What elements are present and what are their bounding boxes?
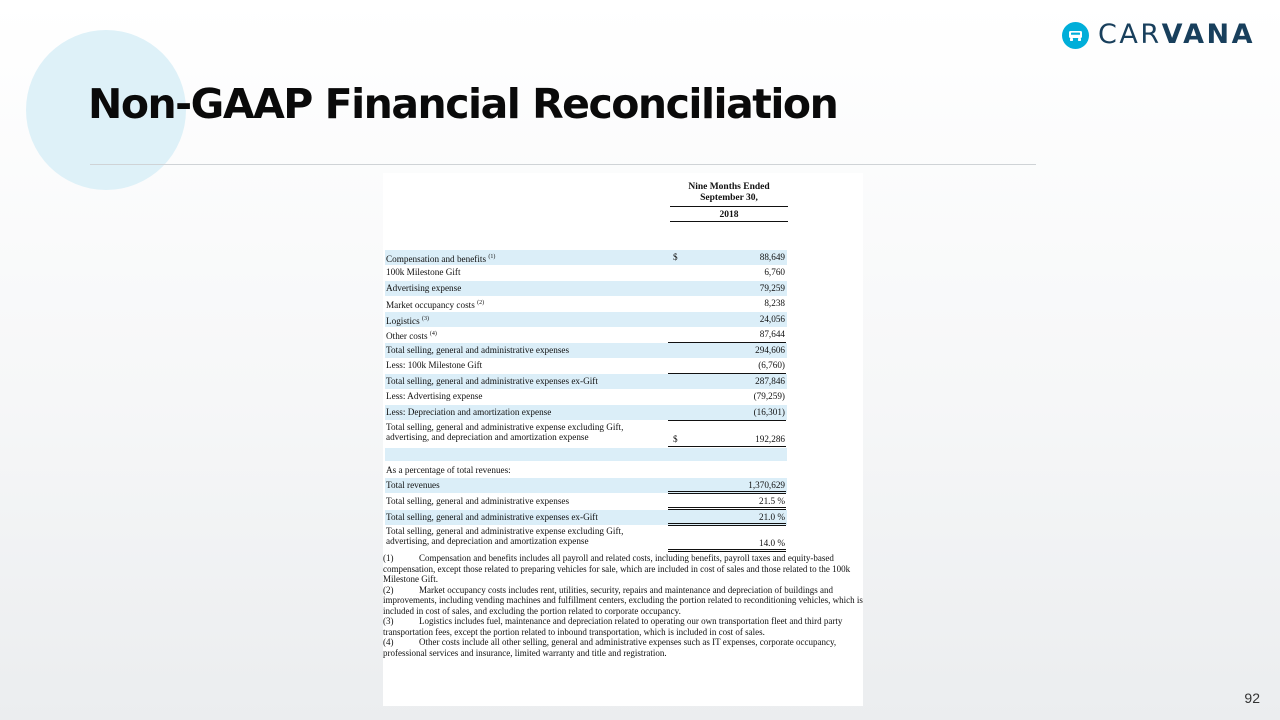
footnote-ref: (4) bbox=[429, 331, 437, 337]
section-label-row bbox=[385, 463, 787, 478]
column-header-year: 2018 bbox=[719, 210, 739, 220]
total-double-underline bbox=[668, 446, 786, 447]
column-header-line2: September 30, bbox=[700, 193, 758, 203]
row-value: 294,606 bbox=[755, 345, 785, 355]
footnote-ref: (3) bbox=[421, 316, 429, 322]
title-divider bbox=[90, 164, 1036, 165]
footnote-text: Compensation and benefits includes all payroll and related costs, including benefits, payroll taxes and equity-based compensation, except those related to preparing vehicles for sale, which are included in cost of sales and those related to the 100k Milestone Gift. bbox=[383, 553, 851, 584]
table-row bbox=[385, 389, 787, 404]
row-value: 88,649 bbox=[759, 252, 785, 262]
row-label: Total selling, general and administrative expenses bbox=[386, 345, 570, 355]
footnote-number: (4) bbox=[383, 637, 394, 647]
dollar-sign: $ bbox=[673, 434, 678, 444]
row-value: 287,846 bbox=[755, 376, 785, 386]
footnote bbox=[383, 616, 863, 637]
table-row bbox=[385, 343, 787, 358]
row-label: Total selling, general and administrative expenses bbox=[386, 496, 570, 506]
subtotal-underline bbox=[668, 420, 786, 421]
row-label: Total selling, general and administrative expense excluding Gift, advertising, and depreciation and amortization expense bbox=[386, 422, 624, 442]
row-value: 192,286 bbox=[755, 434, 785, 444]
table-row bbox=[385, 374, 787, 389]
footnote-ref: (1) bbox=[488, 254, 496, 260]
row-value: 87,644 bbox=[759, 329, 785, 339]
header-underline bbox=[670, 206, 788, 207]
row-label: Compensation and benefits bbox=[386, 254, 487, 265]
footnote-ref: (2) bbox=[477, 300, 485, 306]
table-row bbox=[385, 358, 787, 373]
logo-wordmark-vana: VANA bbox=[1161, 19, 1256, 50]
table-row bbox=[385, 526, 787, 550]
dollar-sign: $ bbox=[673, 252, 678, 262]
car-icon bbox=[1062, 22, 1089, 49]
row-label: Total revenues bbox=[386, 480, 440, 490]
row-label: Less: Depreciation and amortization expense bbox=[386, 407, 552, 417]
total-double-underline bbox=[668, 491, 786, 492]
row-value: (16,301) bbox=[753, 407, 785, 417]
pct-section-label: As a percentage of total revenues: bbox=[386, 465, 511, 475]
column-header-line1: Nine Months Ended bbox=[688, 182, 770, 192]
total-double-underline bbox=[668, 549, 786, 550]
column-header-period bbox=[670, 182, 788, 204]
row-value: 14.0 % bbox=[758, 538, 785, 548]
row-label: Other costs bbox=[386, 331, 428, 342]
spacer-row bbox=[385, 448, 787, 461]
page-title: Non-GAAP Financial Reconciliation bbox=[88, 80, 838, 128]
row-label: Market occupancy costs bbox=[386, 300, 475, 311]
row-label: Logistics bbox=[386, 316, 420, 327]
row-label: Total selling, general and administrative expense excluding Gift, advertising, and depreciation and amortization expense bbox=[386, 526, 624, 546]
table-row bbox=[385, 265, 787, 280]
row-label: Advertising expense bbox=[386, 283, 462, 293]
footnote bbox=[383, 553, 863, 585]
page-number: 92 bbox=[1244, 690, 1260, 706]
total-double-underline bbox=[668, 551, 786, 552]
row-value: 1,370,629 bbox=[748, 480, 785, 490]
footnote-number: (3) bbox=[383, 616, 394, 626]
row-label: Less: Advertising expense bbox=[386, 391, 483, 401]
year-underline bbox=[670, 221, 788, 222]
row-value: 79,259 bbox=[759, 283, 785, 293]
total-double-underline bbox=[668, 523, 786, 524]
table-row bbox=[385, 312, 787, 327]
row-value: 6,760 bbox=[764, 267, 785, 277]
logo-wordmark-car: CAR bbox=[1098, 19, 1162, 50]
row-value: 21.0 % bbox=[758, 512, 785, 522]
footnote bbox=[383, 637, 863, 658]
row-value: 24,056 bbox=[759, 314, 785, 324]
footnote bbox=[383, 585, 863, 617]
footnote-number: (2) bbox=[383, 584, 394, 595]
row-value: (6,760) bbox=[758, 360, 785, 370]
table-row bbox=[385, 327, 787, 342]
table-row bbox=[385, 405, 787, 420]
row-label: Total selling, general and administrative expenses ex-Gift bbox=[386, 512, 598, 522]
total-double-underline bbox=[668, 507, 786, 508]
row-label: 100k Milestone Gift bbox=[386, 267, 461, 277]
row-label: Total selling, general and administrative expenses ex-Gift bbox=[386, 376, 598, 386]
row-value: (79,259) bbox=[753, 391, 785, 401]
table-row bbox=[385, 422, 787, 446]
footnote-text: Logistics includes fuel, maintenance and depreciation related to operating our own transportation fleet and third party transportation fees, except the portion related to inbound transportation, which is included in cost of sales. bbox=[383, 616, 843, 637]
footnote-text: Market occupancy costs includes rent, utilities, security, repairs and maintenance and depreciation of buildings and improvements, including vending machines and fulfillment centers, excluding the portion related to reconditioning vehicles, which is included in cost of sales, and excluding the portion related to corporate occupancy. bbox=[383, 584, 863, 616]
table-row bbox=[385, 250, 787, 265]
logo-wordmark bbox=[1098, 20, 1255, 50]
footnote-number: (1) bbox=[383, 553, 394, 563]
carvana-logo bbox=[1062, 20, 1255, 50]
footnote-text: Other costs include all other selling, general and administrative expenses such as IT expenses, corporate occupancy, professional services and insurance, limited warranty and title and registration. bbox=[383, 637, 837, 658]
row-label: Less: 100k Milestone Gift bbox=[386, 360, 483, 370]
table-row bbox=[385, 281, 787, 296]
row-value: 8,238 bbox=[764, 298, 785, 308]
footnotes bbox=[383, 553, 863, 658]
table-row bbox=[385, 296, 787, 311]
reconciliation-document bbox=[383, 173, 863, 706]
row-value: 21.5 % bbox=[758, 496, 785, 506]
